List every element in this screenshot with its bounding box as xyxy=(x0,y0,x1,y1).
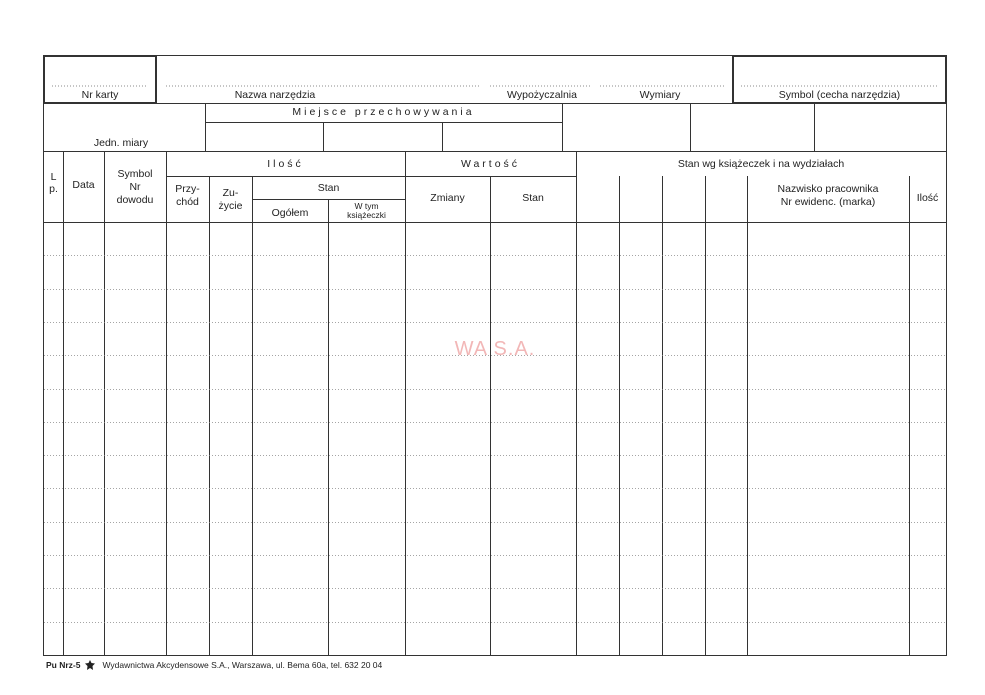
dimensions-label: Wymiary xyxy=(639,89,681,101)
lp-label-1: L xyxy=(50,171,57,183)
form-code: Pu Nrz-5 xyxy=(46,660,81,670)
value-stock-label: Stan xyxy=(522,192,544,204)
emp-qty-label: Ilość xyxy=(916,192,939,204)
usage-label-1: Zu- xyxy=(222,187,239,199)
quantity-label: Ilość xyxy=(267,158,304,170)
changes-label: Zmiany xyxy=(430,192,465,204)
stock-label: Stan xyxy=(317,182,340,194)
incl-books-label-1: W tym xyxy=(354,201,379,211)
rental-label: Wypożyczalnia xyxy=(507,89,577,101)
lp-label-2: p. xyxy=(49,183,58,195)
doc-label-1: Symbol xyxy=(117,168,153,180)
value-label: Wartość xyxy=(460,158,521,170)
employee-label-2: Nr ewidenc. (marka) xyxy=(780,196,876,208)
watermark: WA S.A. xyxy=(454,338,536,360)
publisher-info: Wydawnictwa Akcydensowe S.A., Warszawa, ul. Bema 60a, tel. 632 20 04 xyxy=(102,660,383,670)
doc-label-3: dowodu xyxy=(116,194,154,206)
doc-label-2: Nr xyxy=(129,181,141,193)
unit-label: Jedn. miary xyxy=(93,137,149,149)
income-label-1: Przy- xyxy=(175,183,200,195)
symbol-label: Symbol (cecha narzędzia) xyxy=(778,89,901,101)
total-label: Ogółem xyxy=(271,207,309,219)
card-number-label: Nr karty xyxy=(81,89,119,101)
tool-name-label: Nazwa narzędzia xyxy=(234,89,316,101)
storage-place-label: Miejsce przechowywania xyxy=(292,106,475,118)
income-label-2: chód xyxy=(176,196,199,208)
date-label: Data xyxy=(72,179,95,191)
incl-books-label-2: książeczki xyxy=(347,210,386,220)
usage-label-2: życie xyxy=(218,200,243,212)
employee-label-1: Nazwisko pracownika xyxy=(777,183,879,195)
books-departments-label: Stan wg książeczek i na wydziałach xyxy=(677,158,845,170)
publisher-logo-icon xyxy=(84,659,96,671)
footer xyxy=(46,659,382,671)
